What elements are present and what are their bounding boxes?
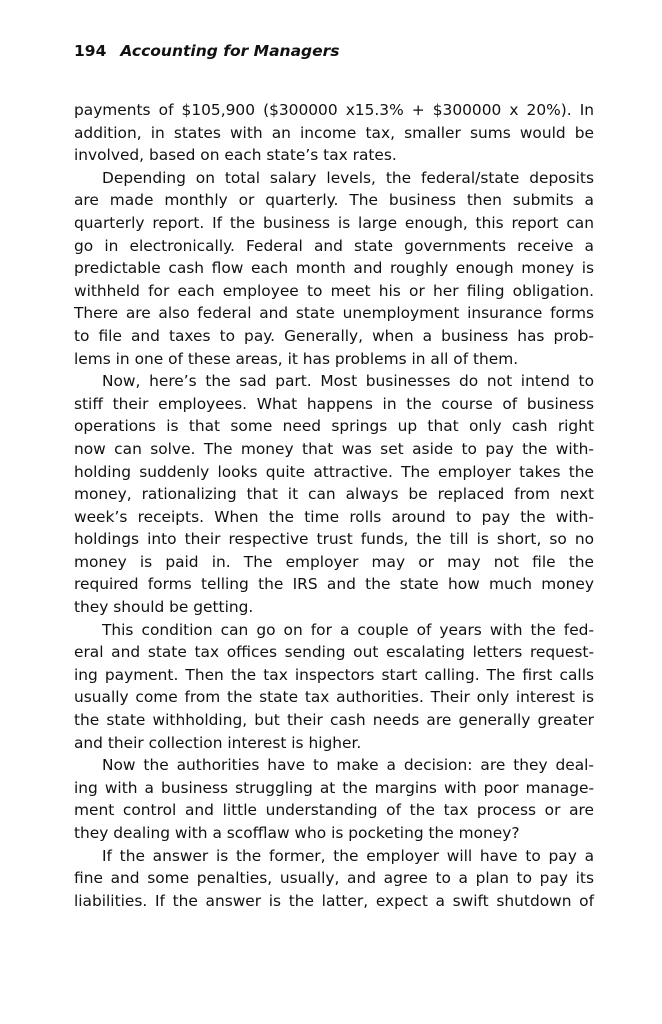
text-line: Depending on total salary levels, the federal/state deposits — [102, 168, 594, 187]
text-line: quarterly report. If the business is large enough, this report can — [74, 213, 594, 232]
text-line: they should be getting. — [74, 598, 254, 617]
text-line: required forms telling the IRS and the state how much money — [74, 575, 594, 594]
text-line: There are also federal and state unemployment insurance forms — [74, 304, 594, 323]
text-line: ing with a business struggling at the margins with poor manage- — [74, 778, 594, 797]
page-number: 194 — [74, 42, 107, 60]
body-text — [74, 99, 594, 912]
text-line: lems in one of these areas, it has problems in all of them. — [74, 349, 519, 368]
text-line: ment control and little understanding of the tax process or are — [74, 801, 594, 820]
text-line: predictable cash flow each month and roughly enough money is — [74, 259, 594, 278]
text-line: If the answer is the former, the employer will have to pay a — [102, 846, 594, 865]
text-line: are made monthly or quarterly. The business then submits a — [74, 191, 594, 210]
text-line: ing payment. Then the tax inspectors start calling. The first calls — [74, 665, 594, 684]
text-line: eral and state tax offices sending out escalating letters request- — [74, 643, 594, 662]
text-line: addition, in states with an income tax, smaller sums would be — [74, 123, 594, 142]
text-line: Now the authorities have to make a decision: are they deal- — [102, 756, 594, 775]
text-line: to file and taxes to pay. Generally, when a business has prob- — [74, 326, 594, 345]
text-line: involved, based on each state’s tax rates. — [74, 146, 397, 165]
text-line: now can solve. The money that was set aside to pay the with- — [74, 439, 594, 458]
text-line: stiff their employees. What happens in the course of business — [74, 394, 594, 413]
text-line: withheld for each employee to meet his or her filing obligation. — [74, 281, 594, 300]
text-line: holding suddenly looks quite attractive. The employer takes the — [74, 462, 594, 481]
text-line: operations is that some need springs up that only cash right — [74, 417, 594, 436]
book-title: Accounting for Managers — [120, 42, 340, 60]
text-line: usually come from the state tax authorities. Their only interest is — [74, 688, 594, 707]
text-line: Now, here’s the sad part. Most businesses do not intend to — [102, 372, 594, 391]
text-line: payments of $105,900 ($300000 x15.3% + $300000 x 20%). In — [74, 101, 594, 119]
running-head — [74, 42, 340, 60]
text-line: liabilities. If the answer is the latter, expect a swift shutdown of — [74, 891, 594, 910]
text-line: money is paid in. The employer may or may not file the — [74, 552, 594, 571]
text-line: the state withholding, but their cash needs are generally greater — [74, 711, 594, 730]
text-line: week’s receipts. When the time rolls around to pay the with- — [74, 507, 594, 526]
text-line: holdings into their respective trust funds, the till is short, so no — [74, 530, 594, 549]
text-line: money, rationalizing that it can always be replaced from next — [74, 485, 594, 504]
text-line: go in electronically. Federal and state governments receive a — [74, 236, 594, 255]
text-line: they dealing with a scofflaw who is pocketing the money? — [74, 824, 520, 842]
text-line: This condition can go on for a couple of years with the fed- — [102, 620, 594, 639]
text-line: fine and some penalties, usually, and agree to a plan to pay its — [74, 869, 594, 888]
text-line: and their collection interest is higher. — [74, 733, 362, 752]
